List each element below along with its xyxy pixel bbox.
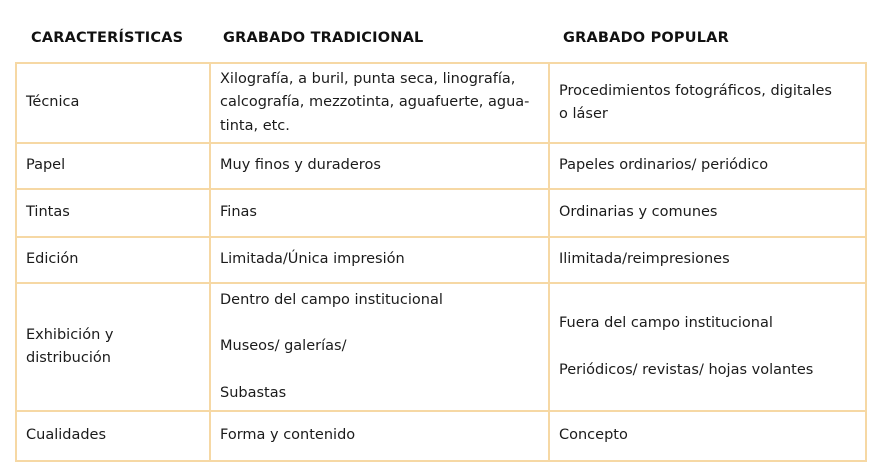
cell-line: Limitada/Única impresión xyxy=(220,251,405,268)
row-label-cell xyxy=(16,143,210,189)
cell-line: o láser xyxy=(559,106,608,122)
cell-line: Museos/ galerías/ xyxy=(220,338,347,355)
traditional-cell xyxy=(210,189,549,237)
traditional-cell xyxy=(210,411,549,461)
row-label: Tintas xyxy=(26,204,70,221)
row-label-line: distribución xyxy=(26,350,111,366)
header-characteristics: CARACTERÍSTICAS xyxy=(31,30,184,46)
cell-line: Papeles ordinarios/ periódico xyxy=(559,157,769,174)
popular-cell xyxy=(549,283,866,411)
row-label-cell xyxy=(16,237,210,283)
popular-cell xyxy=(549,189,866,237)
table-row xyxy=(16,237,866,283)
table-row xyxy=(16,143,866,189)
cell-line: Finas xyxy=(220,204,257,221)
traditional-cell xyxy=(210,283,549,411)
row-label: Cualidades xyxy=(26,427,107,444)
row-label: Técnica xyxy=(26,94,80,111)
cell-line: calcografía, mezzotinta, aguafuerte, agua- xyxy=(220,94,530,111)
cell-line: Dentro del campo institucional xyxy=(220,291,443,308)
traditional-cell xyxy=(210,237,549,283)
popular-cell xyxy=(549,143,866,189)
popular-cell xyxy=(549,63,866,143)
popular-cell xyxy=(549,411,866,461)
table-row xyxy=(16,411,866,461)
cell-line: Muy finos y duraderos xyxy=(220,157,381,174)
cell-line: Forma y contenido xyxy=(220,427,356,444)
cell-line: Procedimientos fotográficos, digitales xyxy=(559,82,832,99)
cell-line: Xilografía, a buril, punta seca, linografía, xyxy=(220,70,516,87)
row-label: Papel xyxy=(26,157,66,174)
row-label: Edición xyxy=(26,251,79,268)
row-label-cell xyxy=(16,411,210,461)
header-traditional: GRABADO TRADICIONAL xyxy=(223,30,424,46)
cell-line: tinta, etc. xyxy=(220,117,290,134)
table-row xyxy=(16,63,866,143)
cell-line: Periódicos/ revistas/ hojas volantes xyxy=(559,361,814,378)
row-label-cell xyxy=(16,189,210,237)
table-row xyxy=(16,283,866,411)
header-popular: GRABADO POPULAR xyxy=(563,30,729,46)
cell-line: Ordinarias y comunes xyxy=(559,204,718,221)
row-label-cell xyxy=(16,283,210,411)
popular-cell xyxy=(549,237,866,283)
cell-line: Concepto xyxy=(559,427,628,444)
comparison-table xyxy=(15,62,867,462)
traditional-cell xyxy=(210,143,549,189)
cell-line: Subastas xyxy=(220,384,287,401)
table-header-row xyxy=(0,30,883,50)
row-label-line: Exhibición y xyxy=(26,326,114,343)
table-row xyxy=(16,189,866,237)
cell-line: Fuera del campo institucional xyxy=(559,315,773,331)
row-label-cell xyxy=(16,63,210,143)
cell-line: Ilimitada/reimpresiones xyxy=(559,251,730,268)
traditional-cell xyxy=(210,63,549,143)
